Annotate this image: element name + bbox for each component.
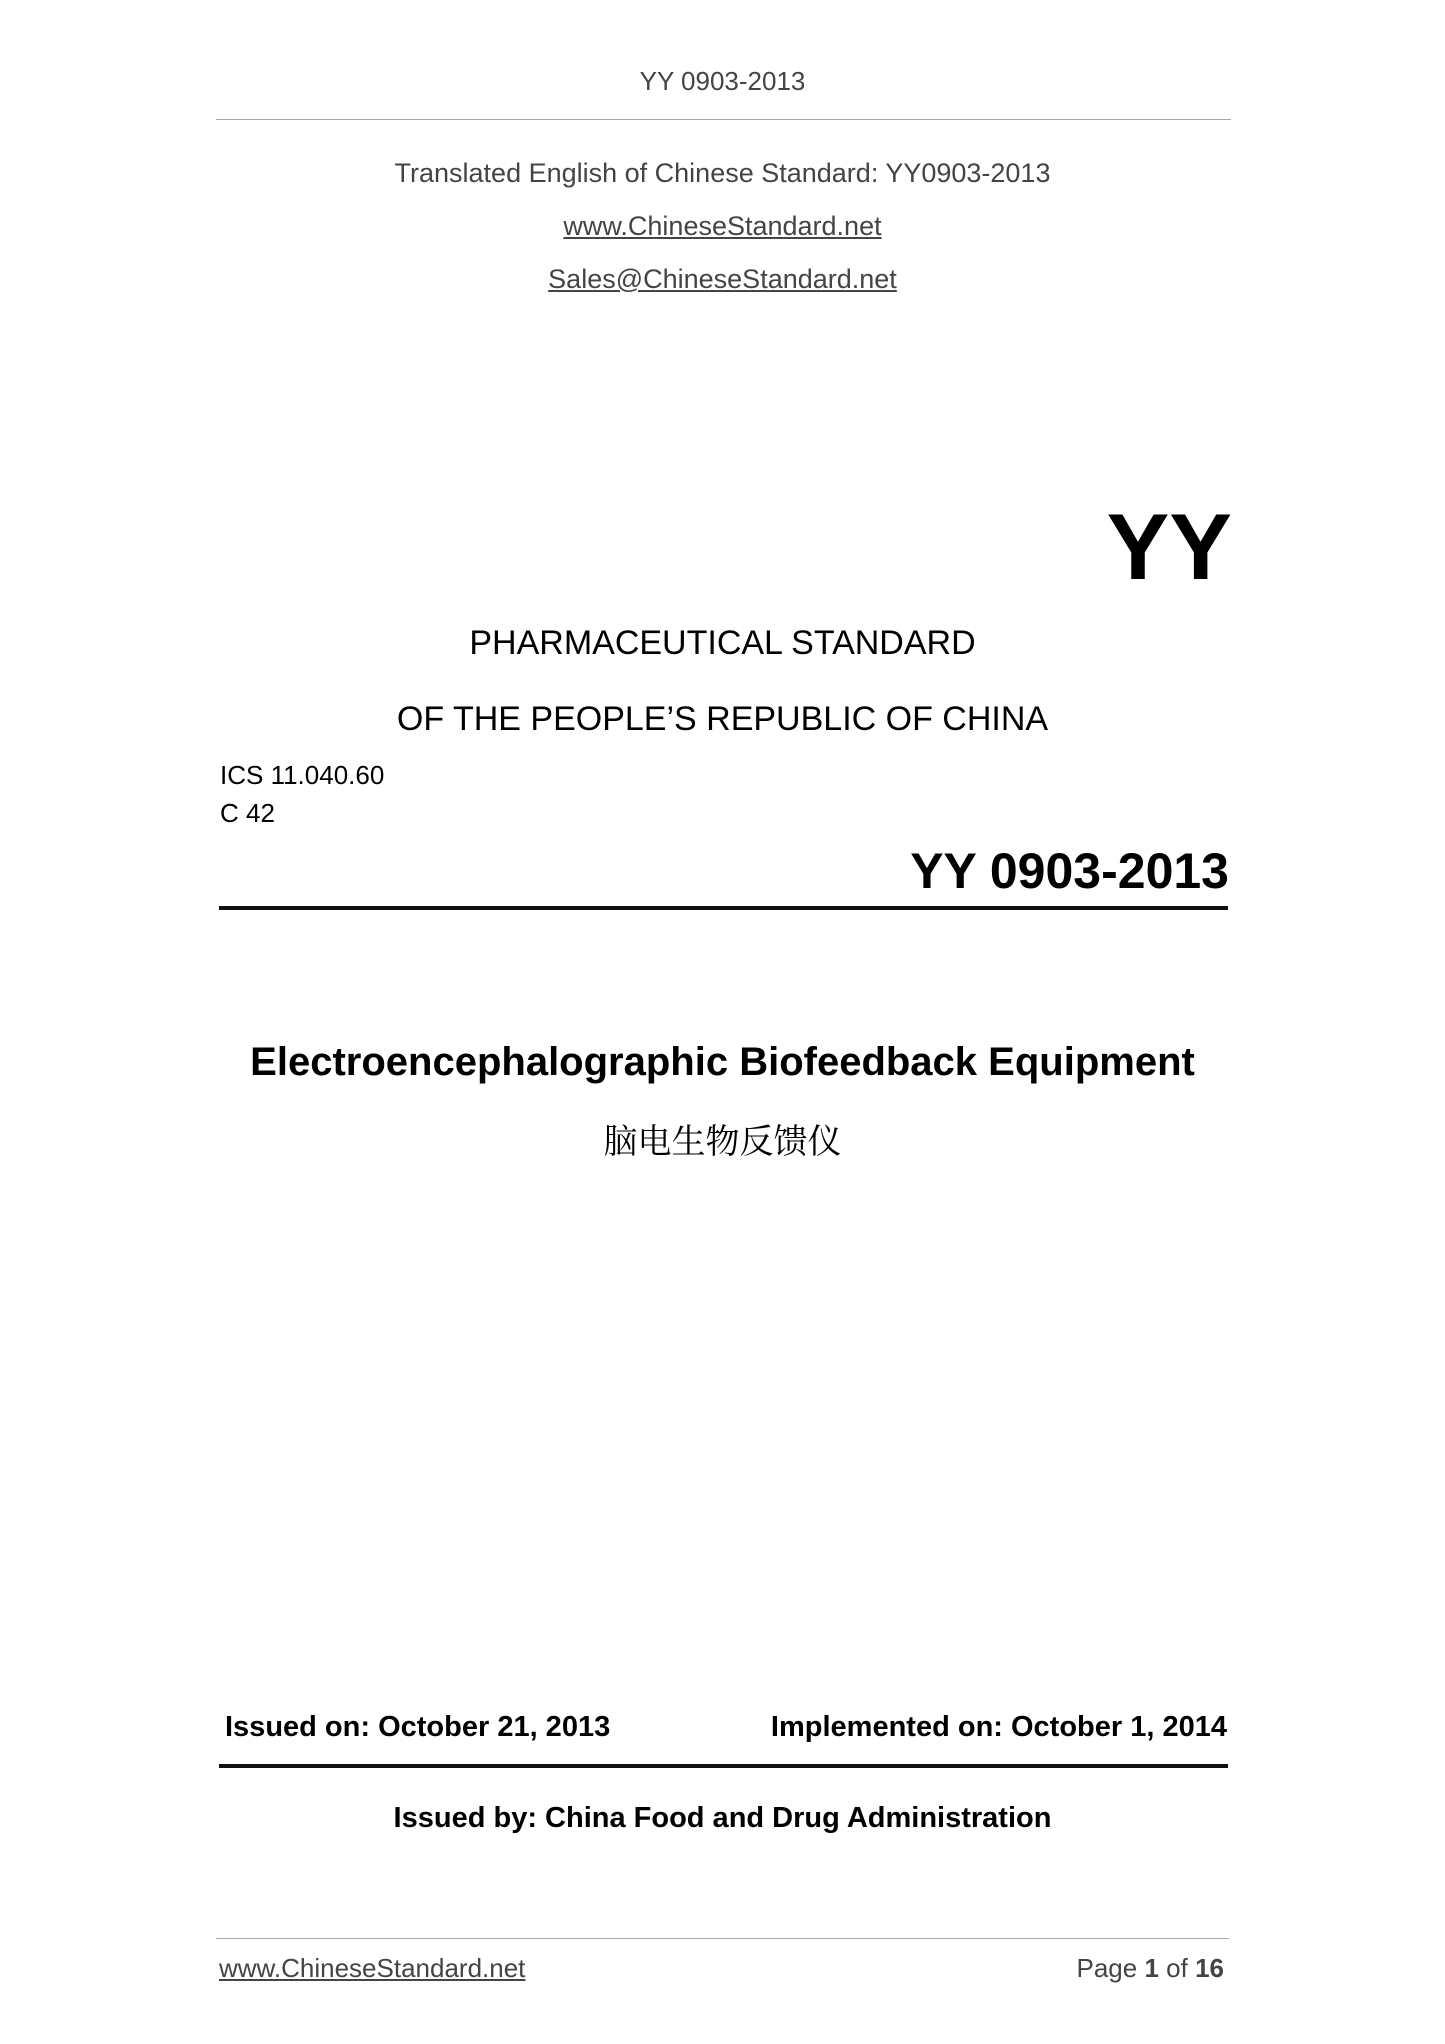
issued-on-date: Issued on: October 21, 2013 — [225, 1711, 611, 1743]
page-prefix: Page — [1076, 1953, 1138, 1983]
document-title-chinese: 脑电生物反馈仪 — [603, 1122, 842, 1162]
page-current: 1 — [1144, 1953, 1159, 1983]
ics-code: ICS 11.040.60 — [220, 760, 385, 790]
running-header: YY 0903-2013 — [639, 66, 806, 96]
email-link[interactable]: Sales@ChineseStandard.net — [548, 264, 897, 294]
standard-type-line2: OF THE PEOPLE’S REPUBLIC OF CHINA — [396, 700, 1049, 738]
footer-divider — [216, 1938, 1229, 1939]
standard-type-line1: PHARMACEUTICAL STANDARD — [469, 624, 976, 662]
page-of: of — [1166, 1953, 1188, 1983]
standard-mark: YY — [1106, 494, 1232, 599]
standard-number: YY 0903-2013 — [910, 843, 1229, 899]
website-link[interactable]: www.ChineseStandard.net — [563, 211, 882, 241]
translation-notice: Translated English of Chinese Standard: YY0903-2013 — [394, 158, 1051, 188]
implemented-on-date: Implemented on: October 1, 2014 — [770, 1711, 1227, 1743]
title-divider — [219, 906, 1228, 910]
page-total: 16 — [1195, 1953, 1224, 1983]
page-indicator — [1076, 1953, 1224, 1984]
dates-divider — [219, 1764, 1228, 1768]
issued-by: Issued by: China Food and Drug Administration — [393, 1802, 1052, 1834]
footer-website-link[interactable]: www.ChineseStandard.net — [219, 1953, 526, 1983]
header-divider — [216, 119, 1231, 120]
document-title: Electroencephalographic Biofeedback Equipment — [250, 1040, 1195, 1084]
classification-code: C 42 — [220, 798, 275, 828]
